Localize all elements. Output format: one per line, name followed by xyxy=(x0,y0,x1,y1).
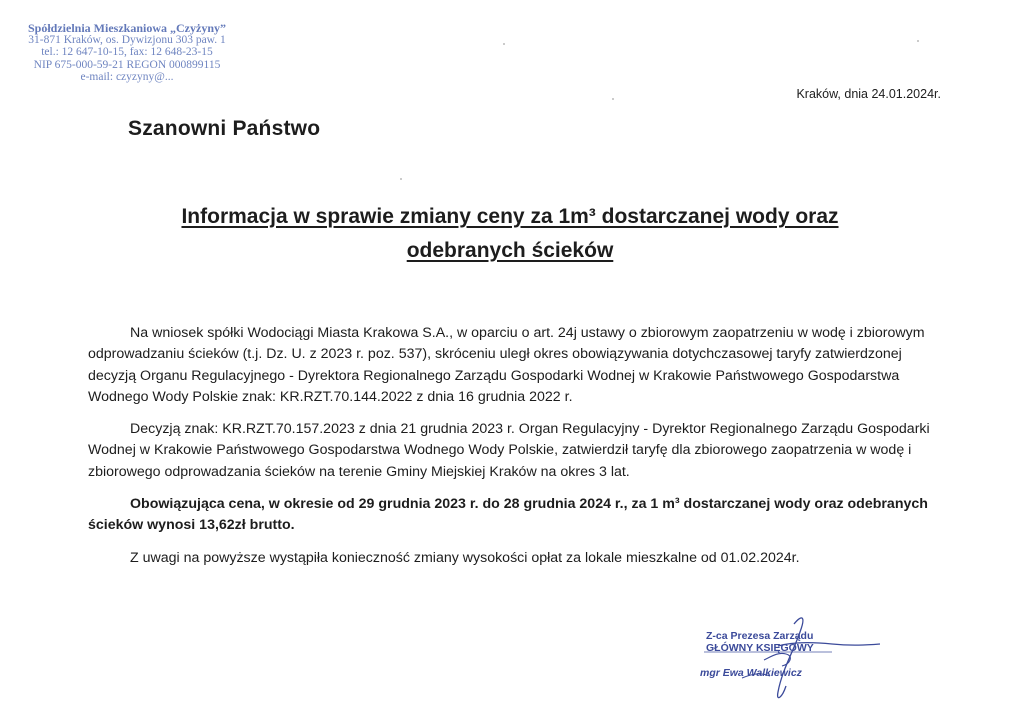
scan-speck xyxy=(503,43,505,45)
paragraph-new-decision: Decyzją znak: KR.RZT.70.157.2023 z dnia 21 grudnia 2023 r. Organ Regulacyjny - Dyrektor Regionalnego Zarządu Gospodarki Wodnej w Krakowie Państwowego Gospodarstwa Wodnego Wody Polskie, zatwierdził taryfę dla zbiorowego zaopatrzenia w wodę i zbiorowego odprowadzania ścieków na terenie Gminy Miejskiej Kraków na okres 3 lat. xyxy=(88,421,930,480)
letter-body xyxy=(88,323,950,580)
letter-date: Kraków, dnia 24.01.2024r. xyxy=(796,87,941,101)
stamp-organization-name: Spółdzielnia Mieszkaniowa „Czyżyny” xyxy=(27,21,226,35)
signature-block xyxy=(682,612,892,707)
stamp-email: e-mail: czyzyny@... xyxy=(80,70,174,83)
subject-line-2: odebranych ścieków xyxy=(406,239,614,262)
paragraph-price: Obowiązująca cena, w okresie od 29 grudnia 2023 r. do 28 grudnia 2024 r., za 1 m³ dostarczanej wody oraz odebranych ścieków wynosi 13,62zł brutto. xyxy=(88,496,928,534)
stamp-address: 31-871 Kraków, os. Dywizjonu 303 paw. 1 xyxy=(28,34,226,47)
signature-name: mgr Ewa Walkiewicz xyxy=(700,667,802,679)
letter-subject xyxy=(120,200,900,268)
stamp-tax-ids: NIP 675-000-59-21 REGON 000899115 xyxy=(33,58,221,71)
scan-speck xyxy=(612,98,614,100)
organization-stamp xyxy=(22,22,232,83)
paragraph-fee-change: Z uwagi na powyższe wystąpiła konieczność zmiany wysokości opłat za lokale mieszkalne od 01.02.2024r. xyxy=(130,549,800,566)
salutation: Szanowni Państwo xyxy=(128,117,321,140)
scan-speck xyxy=(400,178,402,180)
paragraph-tariff-shortening: Na wniosek spółki Wodociągi Miasta Krakowa S.A., w oparciu o art. 24j ustawy o zbiorowym zaopatrzeniu w wodę i zbiorowym odprowadzaniu ścieków (t.j. Dz. U. z 2023 r. poz. 537), skróceniu uległ okres obowiązywania dotychczasowej taryfy zatwierdzonej decyzją Organu Regulacyjnego - Dyrektora Regionalnego Zarządu Gospodarki Wodnej w Krakowie Państwowego Gospodarstwa Wodnego Wody Polskie znak: KR.RZT.70.144.2022 z dnia 16 grudnia 2022 r. xyxy=(88,325,925,405)
signature-title-line-1: Z-ca Prezesa Zarządu xyxy=(706,630,814,642)
handwritten-signature xyxy=(682,612,892,707)
subject-line-1: Informacja w sprawie zmiany ceny za 1m³ dostarczanej wody oraz xyxy=(181,205,839,228)
scan-speck xyxy=(917,40,919,42)
stamp-phone: tel.: 12 647-10-15, fax: 12 648-23-15 xyxy=(41,46,213,59)
signature-title-line-2: GŁÓWNY KSIĘGOWY xyxy=(706,642,814,654)
